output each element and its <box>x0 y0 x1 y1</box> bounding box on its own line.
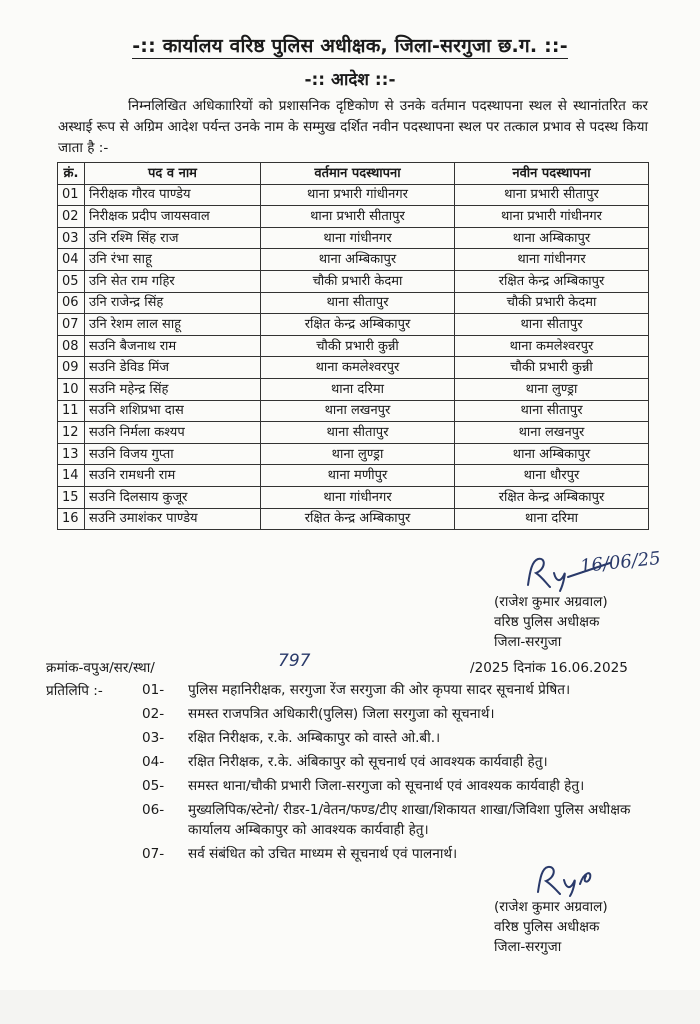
cell-current-posting: थाना प्रभारी सीतापुर <box>261 206 455 228</box>
cell-current-posting: चौकी प्रभारी केदमा <box>261 270 455 292</box>
header-serial: क्रं. <box>58 163 85 185</box>
cell-serial: 04 <box>58 249 85 271</box>
cell-new-posting: थाना कमलेश्वरपुर <box>455 335 649 357</box>
copy-item-number: 02- <box>142 706 165 722</box>
copy-list <box>142 680 662 868</box>
copy-item-text: रक्षित निरीक्षक, र.के. अंबिकापुर को सूचनार्थ एवं आवश्यक कार्यवाही हेतु। <box>188 754 548 770</box>
copy-item <box>142 844 662 864</box>
copy-item-number: 05- <box>142 778 165 794</box>
office-title <box>0 32 700 58</box>
cell-name: सउनि दिलसाय कुजूर <box>85 486 261 508</box>
signature-block-1 <box>494 592 608 652</box>
table-row <box>58 249 649 271</box>
copy-item-text: पुलिस महानिरीक्षक, सरगुजा रेंज सरगुजा की ओर कृपया सादर सूचनार्थ प्रेषित। <box>188 682 571 698</box>
cell-current-posting: थाना मणीपुर <box>261 465 455 487</box>
table-row <box>58 335 649 357</box>
cell-serial: 09 <box>58 357 85 379</box>
copy-item-text: समस्त राजपत्रित अधिकारी(पुलिस) जिला सरगुजा को सूचनार्थ। <box>188 706 495 722</box>
copy-item <box>142 800 662 840</box>
reference-number: 797 <box>278 651 311 671</box>
copy-to-label: प्रतिलिपि :- <box>46 683 103 699</box>
table-row <box>58 227 649 249</box>
table-row <box>58 184 649 206</box>
signatory-name: (राजेश कुमार अग्रवाल) <box>494 594 608 610</box>
cell-serial: 12 <box>58 422 85 444</box>
copy-item-number: 01- <box>142 682 165 698</box>
cell-name: उनि रश्मि सिंह राज <box>85 227 261 249</box>
cell-new-posting: थाना लखनपुर <box>455 422 649 444</box>
cell-name: उनि सेत राम गहिर <box>85 270 261 292</box>
order-intro-paragraph: निम्नलिखित अधिकाारियों को प्रशासनिक दृष्टिकोण से उनके वर्तमान पदस्थापना स्थल से स्थानांतरित कर अस्थाई रूप से अग्रिम आदेश पर्यन्त उनके नाम के सम्मुख दर्शित नवीन पदस्थापना स्थल पर तत्काल प्रभाव से पदस्थ किया जाता है :- <box>58 98 648 156</box>
table-row <box>58 486 649 508</box>
cell-new-posting: थाना सीतापुर <box>455 400 649 422</box>
cell-name: सउनि बैजनाथ राम <box>85 335 261 357</box>
cell-current-posting: थाना सीतापुर <box>261 422 455 444</box>
table-row <box>58 314 649 336</box>
cell-new-posting: रक्षित केन्द्र अम्बिकापुर <box>455 486 649 508</box>
signature-block-2 <box>494 897 608 957</box>
cell-current-posting: थाना अम्बिकापुर <box>261 249 455 271</box>
cell-serial: 01 <box>58 184 85 206</box>
table-row <box>58 206 649 228</box>
cell-current-posting: थाना प्रभारी गांधीनगर <box>261 184 455 206</box>
cell-serial: 08 <box>58 335 85 357</box>
copy-item <box>142 680 662 700</box>
cell-serial: 02 <box>58 206 85 228</box>
cell-serial: 05 <box>58 270 85 292</box>
cell-new-posting: थाना सीतापुर <box>455 314 649 336</box>
reference-date: /2025 दिनांक 16.06.2025 <box>470 660 628 676</box>
cell-name: निरीक्षक प्रदीप जायसवाल <box>85 206 261 228</box>
table-row <box>58 400 649 422</box>
table-row <box>58 270 649 292</box>
copy-item-text: मुख्यलिपिक/स्टेनो/ रीडर-1/वेतन/फण्ड/टीए शाखा/शिकायत शाखा/जिविशा पुलिस अधीक्षक कार्यालय अम्बिकापुर को आवश्यक कार्यवाही हेतु। <box>188 802 631 838</box>
cell-name: उनि रंभा साहू <box>85 249 261 271</box>
copy-item-number: 03- <box>142 730 165 746</box>
header-name: पद व नाम <box>85 163 261 185</box>
signatory-designation: वरिष्ठ पुलिस अधीक्षक <box>494 614 600 630</box>
transfer-table <box>57 162 649 530</box>
cell-serial: 16 <box>58 508 85 530</box>
table-row <box>58 292 649 314</box>
table-header-row <box>58 163 649 185</box>
copy-item-text: सर्व संबंधित को उचित माध्यम से सूचनार्थ एवं पालनार्थ। <box>188 846 458 862</box>
reference-prefix: क्रमांक-वपुअ/सर/स्था/ <box>46 660 155 676</box>
cell-current-posting: थाना लुण्ड्रा <box>261 443 455 465</box>
order-heading: -:: आदेश ::- <box>304 70 396 90</box>
signatory-name: (राजेश कुमार अग्रवाल) <box>494 899 608 915</box>
table-row <box>58 443 649 465</box>
copy-item-text: समस्त थाना/चौकी प्रभारी जिला-सरगुजा को सूचनार्थ एवं आवश्यक कार्यवाही हेतु। <box>188 778 585 794</box>
copy-item-text: रक्षित निरीक्षक, र.के. अम्बिकापुर को वास्ते ओ.बी.। <box>188 730 441 746</box>
cell-new-posting: थाना प्रभारी गांधीनगर <box>455 206 649 228</box>
cell-current-posting: रक्षित केन्द्र अम्बिकापुर <box>261 314 455 336</box>
cell-new-posting: थाना लुण्ड्रा <box>455 378 649 400</box>
cell-new-posting: थाना प्रभारी सीतापुर <box>455 184 649 206</box>
signatory-designation: वरिष्ठ पुलिस अधीक्षक <box>494 919 600 935</box>
cell-current-posting: थाना सीतापुर <box>261 292 455 314</box>
cell-name: सउनि उमाशंकर पाण्डेय <box>85 508 261 530</box>
copy-item <box>142 776 662 796</box>
cell-name: सउनि महेन्द्र सिंह <box>85 378 261 400</box>
cell-new-posting: रक्षित केन्द्र अम्बिकापुर <box>455 270 649 292</box>
cell-name: सउनि निर्मला कश्यप <box>85 422 261 444</box>
signature-2-scrawl <box>530 862 620 898</box>
copy-item <box>142 728 662 748</box>
table-row <box>58 508 649 530</box>
cell-serial: 11 <box>58 400 85 422</box>
cell-current-posting: थाना गांधीनगर <box>261 227 455 249</box>
cell-new-posting: थाना अम्बिकापुर <box>455 227 649 249</box>
cell-serial: 03 <box>58 227 85 249</box>
cell-name: सउनि रामधनी राम <box>85 465 261 487</box>
cell-serial: 14 <box>58 465 85 487</box>
cell-current-posting: रक्षित केन्द्र अम्बिकापुर <box>261 508 455 530</box>
cell-serial: 07 <box>58 314 85 336</box>
signatory-district: जिला-सरगुजा <box>494 634 562 650</box>
cell-name: उनि राजेन्द्र सिंह <box>85 292 261 314</box>
cell-new-posting: चौकी प्रभारी कुन्नी <box>455 357 649 379</box>
cell-new-posting: थाना अम्बिकापुर <box>455 443 649 465</box>
table-row <box>58 357 649 379</box>
cell-current-posting: थाना दरिमा <box>261 378 455 400</box>
cell-name: निरीक्षक गौरव पाण्डेय <box>85 184 261 206</box>
cell-current-posting: थाना गांधीनगर <box>261 486 455 508</box>
cell-serial: 13 <box>58 443 85 465</box>
table-body <box>58 184 649 530</box>
signatory-district: जिला-सरगुजा <box>494 939 562 955</box>
office-title-text: -:: कार्यालय वरिष्ठ पुलिस अधीक्षक, जिला-सरगुजा छ.ग. ::- <box>132 35 568 57</box>
cell-new-posting: थाना गांधीनगर <box>455 249 649 271</box>
copy-item-number: 06- <box>142 802 165 818</box>
header-current-posting: वर्तमान पदस्थापना <box>261 163 455 185</box>
cell-current-posting: चौकी प्रभारी कुन्नी <box>261 335 455 357</box>
table-row <box>58 378 649 400</box>
cell-current-posting: थाना कमलेश्वरपुर <box>261 357 455 379</box>
cell-name: सउनि विजय गुप्ता <box>85 443 261 465</box>
cell-name: सउनि शशिप्रभा दास <box>85 400 261 422</box>
copy-item <box>142 704 662 724</box>
cell-name: सउनि डेविड मिंज <box>85 357 261 379</box>
table-row <box>58 422 649 444</box>
cell-current-posting: थाना लखनपुर <box>261 400 455 422</box>
cell-name: उनि रेशम लाल साहू <box>85 314 261 336</box>
copy-item <box>142 752 662 772</box>
cell-new-posting: चौकी प्रभारी केदमा <box>455 292 649 314</box>
cell-serial: 15 <box>58 486 85 508</box>
copy-item-number: 04- <box>142 754 165 770</box>
cell-new-posting: थाना धौरपुर <box>455 465 649 487</box>
cell-new-posting: थाना दरिमा <box>455 508 649 530</box>
cell-serial: 06 <box>58 292 85 314</box>
cell-serial: 10 <box>58 378 85 400</box>
copy-item-number: 07- <box>142 846 165 862</box>
header-new-posting: नवीन पदस्थापना <box>455 163 649 185</box>
table-row <box>58 465 649 487</box>
signature-1-date: 16/06/25 <box>579 547 662 578</box>
